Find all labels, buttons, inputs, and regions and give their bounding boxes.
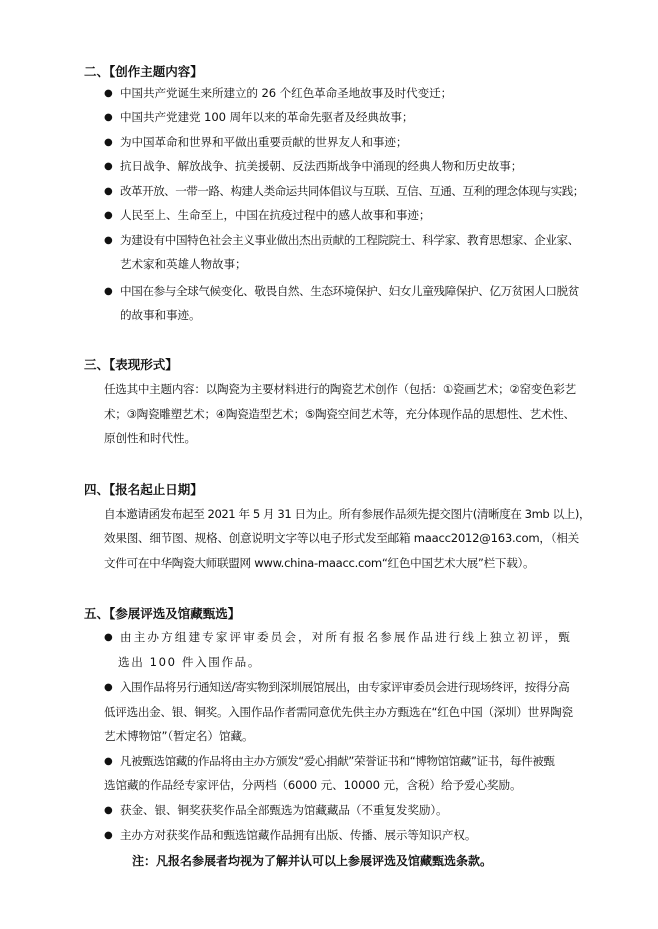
s3-paragraph-line-2: 术；③陶瓷雕塑艺术；④陶瓷造型艺术；⑤陶瓷空间艺术等，充分体现作品的思想性、艺术性、 bbox=[104, 407, 575, 421]
s4-paragraph-line-3: 文件可在中华陶瓷大师联盟网 www.china-maacc.com“红色中国艺术大展”栏下载）。 bbox=[104, 556, 535, 570]
section-3-heading: 三、【表现形式】 bbox=[84, 357, 178, 372]
bullet-icon: ● bbox=[104, 88, 113, 99]
s4-paragraph-line-2: 效果图、细节图、规格、创意说明文字等以电子形式发至邮箱 maacc2012@163.com，（相关 bbox=[104, 531, 579, 545]
section-4-heading: 四、【报名起止日期】 bbox=[84, 482, 203, 497]
s5-item-2-line-2: 低评选出金、银、铜奖。入围作品作者需同意优先供主办方甄选在“红色中国（深圳）世界陶瓷 bbox=[104, 705, 573, 719]
bullet-icon: ● bbox=[104, 161, 113, 172]
s5-item-4: 获金、银、铜奖获奖作品全部甄选为馆藏藏品（不重复发奖励）。 bbox=[120, 803, 448, 817]
s5-item-2-line-1: 入围作品将另行通知送/寄实物到深圳展馆展出，由专家评审委员会进行现场终评，按得分高 bbox=[120, 680, 570, 694]
bullet-icon: ● bbox=[104, 632, 113, 643]
bullet-icon: ● bbox=[104, 112, 113, 123]
bullet-icon: ● bbox=[104, 137, 113, 148]
bullet-icon: ● bbox=[104, 186, 113, 197]
bullet-icon: ● bbox=[104, 756, 113, 767]
s2-item-8-line-2: 的故事和事迹。 bbox=[120, 308, 201, 322]
s2-item-1: 中国共产党诞生来所建立的 26 个红色革命圣地故事及时代变迁； bbox=[120, 86, 453, 100]
s2-item-6: 人民至上、生命至上，中国在抗疫过程中的感人故事和事迹； bbox=[120, 208, 431, 222]
bullet-icon: ● bbox=[104, 210, 113, 221]
s5-item-3-line-2: 选馆藏的作品经专家评估，分两档（6000 元、10000 元，含税）给予爱心奖励。 bbox=[104, 778, 522, 792]
s2-item-4: 抗日战争、解放战争、抗美援朝、反法西斯战争中涌现的经典人物和历史故事； bbox=[120, 159, 523, 173]
s2-item-8-line-1: 中国在参与全球气候变化、敬畏自然、生态环境保护、妇女儿童残障保护、亿万贫困人口脱贫 bbox=[120, 284, 579, 298]
s5-item-2-line-3: 艺术博物馆”（暂定名）馆藏。 bbox=[104, 729, 254, 743]
s2-item-5: 改革开放、一带一路、构建人类命运共同体倡议与互联、互信、互通、互利的理念体现与实践； bbox=[120, 184, 584, 198]
s2-item-7-line-1: 为建设有中国特色社会主义事业做出杰出贡献的工程院院士、科学家、教育思想家、企业家、 bbox=[120, 233, 579, 247]
s3-paragraph-line-1: 任选其中主题内容：以陶瓷为主要材料进行的陶瓷艺术创作（包括：①瓷画艺术；②窑变色彩艺 bbox=[104, 382, 576, 396]
s5-item-1-line-1: 由主办方组建专家评审委员会，对所有报名参展作品进行线上独立初评，甄 bbox=[120, 630, 572, 644]
s5-item-5: 主办方对获奖作品和甄选馆藏作品拥有出版、传播、展示等知识产权。 bbox=[120, 828, 477, 842]
terms-note: 注：凡报名参展者均视为了解并认可以上参展评选及馆藏甄选条款。 bbox=[132, 854, 493, 868]
bullet-icon: ● bbox=[104, 235, 113, 246]
bullet-icon: ● bbox=[104, 805, 113, 816]
bullet-icon: ● bbox=[104, 682, 113, 693]
bullet-icon: ● bbox=[104, 830, 113, 841]
s5-item-3-line-1: 凡被甄选馆藏的作品将由主办方颁发“爱心捐献”荣誉证书和“博物馆馆藏”证书，每件被甄 bbox=[120, 754, 555, 768]
section-5-heading: 五、【参展评选及馆藏甄选】 bbox=[84, 606, 241, 621]
s2-item-7-line-2: 艺术家和英雄人物故事； bbox=[120, 257, 247, 271]
s3-paragraph-line-3: 原创性和时代性。 bbox=[104, 431, 196, 445]
s5-item-1-line-2: 选出 100 件入围作品。 bbox=[118, 655, 262, 669]
s2-item-3: 为中国革命和世界和平做出重要贡献的世界友人和事迹； bbox=[120, 135, 408, 149]
s4-paragraph-line-1: 自本邀请函发布起至 2021 年 5 月 31 日为止。所有参展作品须先提交图片(清晰度在 3mb 以上)， bbox=[104, 507, 591, 521]
section-2-heading: 二、【创作主题内容】 bbox=[84, 64, 203, 79]
bullet-icon: ● bbox=[104, 286, 113, 297]
s2-item-2: 中国共产党建党 100 周年以来的革命先驱者及经典故事； bbox=[120, 110, 414, 124]
